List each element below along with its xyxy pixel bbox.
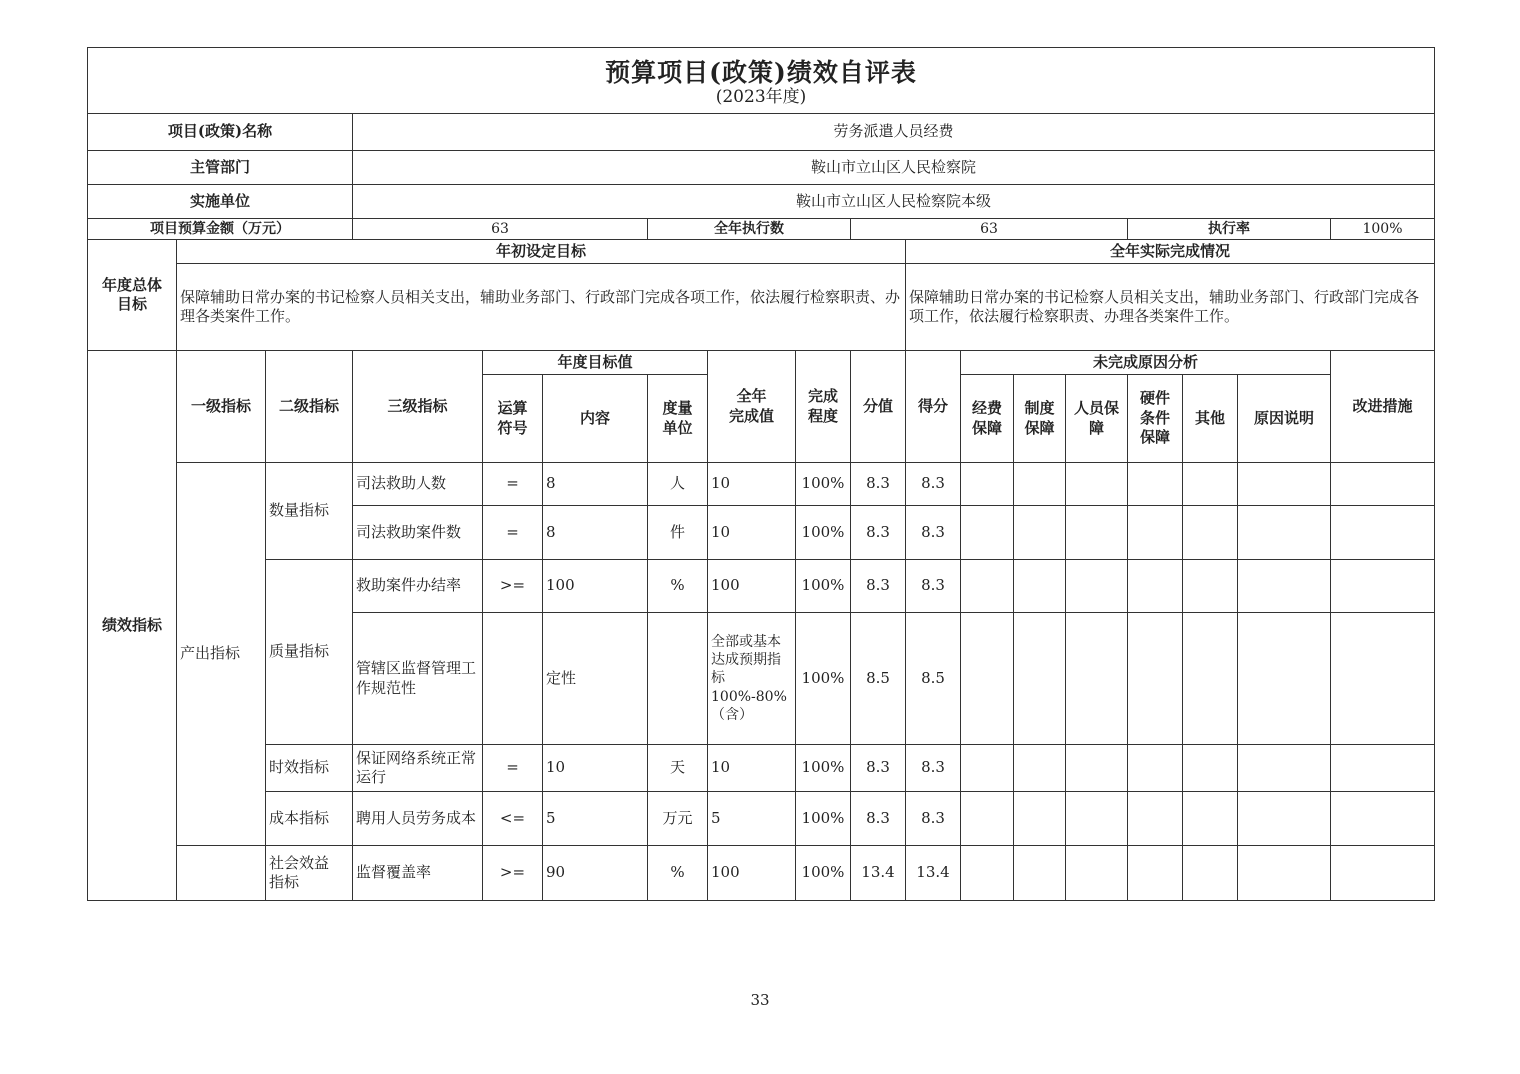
executed-label: 全年执行数 (648, 219, 851, 240)
initial-goal-header: 年初设定目标 (177, 240, 906, 264)
degree-header: 完成 程度 (796, 351, 851, 463)
indicator-degree: 100% (796, 463, 851, 506)
indicator-actual: 100 (708, 560, 796, 613)
improvement-header: 改进措施 (1331, 351, 1435, 463)
empty-cell (961, 560, 1014, 613)
department-label: 主管部门 (88, 151, 353, 185)
table-row (88, 745, 1435, 792)
page-number: 33 (750, 991, 770, 1009)
annual-goal-label: 年度总体 目标 (88, 240, 177, 351)
indicator-operator: = (483, 463, 543, 506)
indicator-degree: 100% (796, 506, 851, 560)
indicator-value: 8.5 (851, 613, 906, 745)
empty-cell (1014, 846, 1066, 901)
unit-label: 实施单位 (88, 185, 353, 219)
table-row (88, 560, 1435, 613)
empty-cell (1183, 506, 1238, 560)
level2-quantity: 数量指标 (266, 463, 353, 560)
empty-cell (1128, 613, 1183, 745)
indicator-degree: 100% (796, 846, 851, 901)
executed-value: 63 (851, 219, 1128, 240)
page-subtitle: (2023年度) (715, 87, 807, 108)
indicator-degree: 100% (796, 613, 851, 745)
empty-cell (1014, 560, 1066, 613)
empty-cell (1183, 846, 1238, 901)
level1-blank (177, 846, 266, 901)
empty-cell (1238, 613, 1331, 745)
indicator-score: 13.4 (906, 846, 961, 901)
project-name-label: 项目(政策)名称 (88, 114, 353, 151)
indicator-name: 司法救助人数 (353, 463, 483, 506)
indicator-operator: <= (483, 792, 543, 846)
empty-cell (1238, 792, 1331, 846)
empty-cell (1183, 613, 1238, 745)
empty-cell (961, 792, 1014, 846)
empty-cell (1331, 792, 1435, 846)
indicator-unit: 件 (648, 506, 708, 560)
performance-evaluation-table (87, 47, 1435, 901)
table-row (88, 792, 1435, 846)
indicator-actual: 5 (708, 792, 796, 846)
indicator-unit (648, 613, 708, 745)
empty-cell (1066, 506, 1128, 560)
indicator-operator: >= (483, 560, 543, 613)
indicator-value: 13.4 (851, 846, 906, 901)
empty-cell (1066, 613, 1128, 745)
indicator-content: 90 (543, 846, 648, 901)
staff-header: 人员保 障 (1066, 375, 1128, 463)
empty-cell (1238, 506, 1331, 560)
empty-cell (1238, 560, 1331, 613)
empty-cell (1183, 745, 1238, 792)
project-name-value: 劳务派遣人员经费 (353, 114, 1435, 151)
indicator-score: 8.3 (906, 463, 961, 506)
indicator-degree: 100% (796, 745, 851, 792)
empty-cell (1331, 506, 1435, 560)
empty-cell (1128, 463, 1183, 506)
empty-cell (961, 613, 1014, 745)
level2-social: 社会效益 指标 (266, 846, 353, 901)
indicator-name: 聘用人员劳务成本 (353, 792, 483, 846)
operator-header: 运算 符号 (483, 375, 543, 463)
empty-cell (1066, 846, 1128, 901)
budget-label: 项目预算金额（万元） (88, 219, 353, 240)
rate-value: 100% (1331, 219, 1435, 240)
empty-cell (1331, 846, 1435, 901)
rate-label: 执行率 (1128, 219, 1331, 240)
initial-goal-text: 保障辅助日常办案的书记检察人员相关支出，辅助业务部门、行政部门完成各项工作，依法履行检察职责、办理各类案件工作。 (177, 264, 906, 351)
empty-cell (1183, 560, 1238, 613)
empty-cell (1128, 792, 1183, 846)
other-header: 其他 (1183, 375, 1238, 463)
score-value-header: 分值 (851, 351, 906, 463)
funding-header: 经费 保障 (961, 375, 1014, 463)
empty-cell (1238, 463, 1331, 506)
level2-timeliness: 时效指标 (266, 745, 353, 792)
actual-goal-text: 保障辅助日常办案的书记检察人员相关支出，辅助业务部门、行政部门完成各项工作，依法履行检察职责、办理各类案件工作。 (906, 264, 1435, 351)
indicator-actual: 10 (708, 506, 796, 560)
department-value: 鞍山市立山区人民检察院 (353, 151, 1435, 185)
indicator-unit: % (648, 846, 708, 901)
empty-cell (1128, 846, 1183, 901)
indicator-content: 100 (543, 560, 648, 613)
indicator-unit: 万元 (648, 792, 708, 846)
system-header: 制度 保障 (1014, 375, 1066, 463)
indicator-actual: 全部或基本达成预期指标100%-80%（含） (708, 613, 796, 745)
budget-value: 63 (353, 219, 648, 240)
empty-cell (1238, 745, 1331, 792)
indicator-name: 救助案件办结率 (353, 560, 483, 613)
empty-cell (1183, 463, 1238, 506)
empty-cell (1331, 613, 1435, 745)
level2-quality: 质量指标 (266, 560, 353, 745)
empty-cell (1331, 560, 1435, 613)
empty-cell (1066, 792, 1128, 846)
indicator-content: 8 (543, 506, 648, 560)
indicator-actual: 10 (708, 463, 796, 506)
empty-cell (1128, 506, 1183, 560)
indicator-actual: 100 (708, 846, 796, 901)
title-cell (88, 48, 1435, 114)
explanation-header: 原因说明 (1238, 375, 1331, 463)
indicator-operator: = (483, 745, 543, 792)
reason-group-header: 未完成原因分析 (961, 351, 1331, 375)
level2-header: 二级指标 (266, 351, 353, 463)
indicator-actual: 10 (708, 745, 796, 792)
actual-header: 全年 完成值 (708, 351, 796, 463)
actual-goal-header: 全年实际完成情况 (906, 240, 1435, 264)
hardware-header: 硬件 条件 保障 (1128, 375, 1183, 463)
indicator-operator (483, 613, 543, 745)
level1-header: 一级指标 (177, 351, 266, 463)
indicator-score: 8.3 (906, 506, 961, 560)
empty-cell (1014, 792, 1066, 846)
indicator-operator: >= (483, 846, 543, 901)
empty-cell (1014, 745, 1066, 792)
indicator-unit: 人 (648, 463, 708, 506)
indicator-name: 监督覆盖率 (353, 846, 483, 901)
indicator-value: 8.3 (851, 506, 906, 560)
indicator-degree: 100% (796, 560, 851, 613)
empty-cell (1238, 846, 1331, 901)
indicator-content: 5 (543, 792, 648, 846)
empty-cell (1066, 463, 1128, 506)
indicator-value: 8.3 (851, 463, 906, 506)
indicator-content: 10 (543, 745, 648, 792)
empty-cell (961, 506, 1014, 560)
level2-cost: 成本指标 (266, 792, 353, 846)
empty-cell (1066, 745, 1128, 792)
indicator-score: 8.3 (906, 560, 961, 613)
indicator-unit: 天 (648, 745, 708, 792)
indicator-score: 8.3 (906, 745, 961, 792)
indicator-content: 定性 (543, 613, 648, 745)
score-header: 得分 (906, 351, 961, 463)
empty-cell (1331, 463, 1435, 506)
indicator-unit: % (648, 560, 708, 613)
empty-cell (1128, 745, 1183, 792)
level1-output: 产出指标 (177, 463, 266, 846)
indicator-name: 管辖区监督管理工作规范性 (353, 613, 483, 745)
empty-cell (961, 745, 1014, 792)
empty-cell (1014, 506, 1066, 560)
indicator-degree: 100% (796, 792, 851, 846)
table-row (88, 846, 1435, 901)
unit-value: 鞍山市立山区人民检察院本级 (353, 185, 1435, 219)
content-header: 内容 (543, 375, 648, 463)
indicator-operator: = (483, 506, 543, 560)
indicator-value: 8.3 (851, 560, 906, 613)
indicator-name: 司法救助案件数 (353, 506, 483, 560)
empty-cell (1014, 463, 1066, 506)
unit-header: 度量 单位 (648, 375, 708, 463)
level3-header: 三级指标 (353, 351, 483, 463)
empty-cell (1066, 560, 1128, 613)
page-title: 预算项目(政策)绩效自评表 (605, 58, 917, 88)
indicator-value: 8.3 (851, 792, 906, 846)
performance-indicators-label: 绩效指标 (88, 351, 177, 901)
empty-cell (961, 846, 1014, 901)
indicator-score: 8.3 (906, 792, 961, 846)
empty-cell (1014, 613, 1066, 745)
indicator-content: 8 (543, 463, 648, 506)
empty-cell (1331, 745, 1435, 792)
indicator-name: 保证网络系统正常运行 (353, 745, 483, 792)
indicator-score: 8.5 (906, 613, 961, 745)
empty-cell (961, 463, 1014, 506)
empty-cell (1128, 560, 1183, 613)
target-group-header: 年度目标值 (483, 351, 708, 375)
indicator-value: 8.3 (851, 745, 906, 792)
empty-cell (1183, 792, 1238, 846)
table-row (88, 463, 1435, 506)
